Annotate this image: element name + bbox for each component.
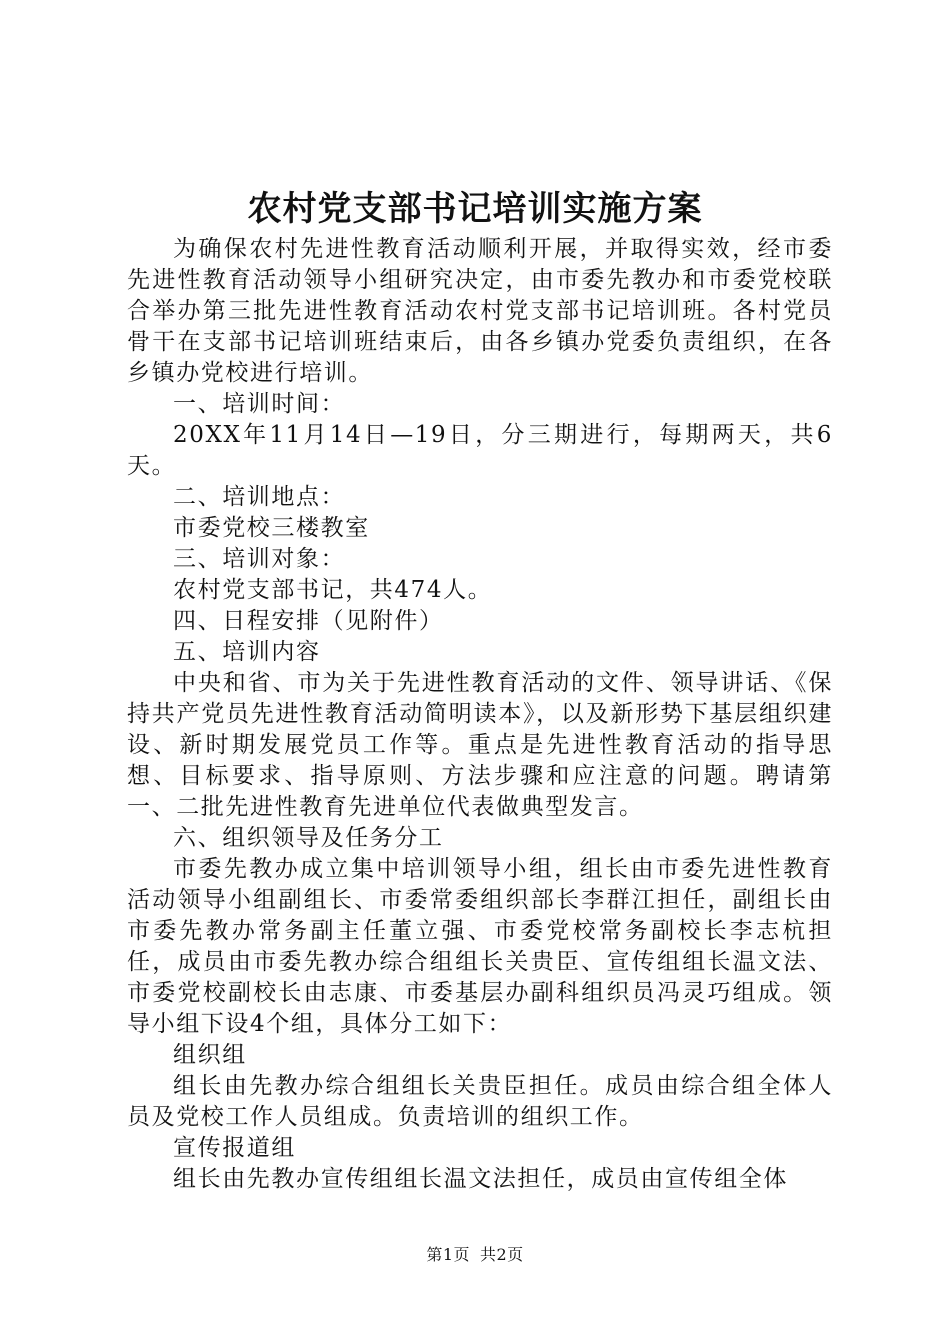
section-heading-organization: 六、组织领导及任务分工 — [173, 825, 444, 851]
page-footer — [0, 1244, 950, 1266]
section-heading-location: 二、培训地点： — [173, 484, 346, 510]
organization-paragraph: 市委先教办成立集中培训领导小组，组长由市委先进性教育活动领导小组副组长、市委常委组织部长李群江担任，副组长由市委先教办常务副主任董立强、市委党校常务副校长李志杭担任，成员由市委先教办综合组组长关贵臣、宣传组组长温文法、市委党校副校长由志康、市委基层办副科组织员冯灵巧组成。领导小组下设4个组，具体分工如下： — [127, 856, 833, 1037]
training-content-paragraph: 中央和省、市为关于先进性教育活动的文件、领导讲话、《保持共产党员先进性教育活动简明读本》，以及新形势下基层组织建设、新时期发展党员工作等。重点是先进性教育活动的指导思想、目标要求、指导原则、方法步骤和应注意的问题。聘请第一、二批先进性教育先进单位代表做典型发言。 — [127, 670, 833, 820]
intro-paragraph: 为确保农村先进性教育活动顺利开展，并取得实效，经市委先进性教育活动领导小组研究决定，由市委先教办和市委党校联合举办第三批先进性教育活动农村党支部书记培训班。各村党员骨干在支部书记培训班结束后，由各乡镇办党委负责组织，在各乡镇办党校进行培训。 — [127, 236, 833, 386]
document-title: 农村党支部书记培训实施方案 — [247, 189, 703, 229]
page-number: 第1页 — [426, 1245, 470, 1264]
page-total: 共2页 — [480, 1245, 524, 1264]
training-target-paragraph: 农村党支部书记，共474人。 — [173, 577, 493, 603]
training-location-paragraph: 市委党校三楼教室 — [173, 515, 370, 541]
subheading-organizing-group: 组织组 — [173, 1042, 247, 1068]
section-heading-time: 一、培训时间： — [173, 391, 346, 417]
section-heading-target: 三、培训对象： — [173, 546, 346, 572]
document-body — [127, 234, 833, 1195]
training-time-paragraph: 20XX年11月14日—19日，分三期进行，每期两天，共6天。 — [127, 422, 833, 479]
section-heading-schedule: 四、日程安排（见附件） — [173, 608, 444, 634]
organizing-group-paragraph: 组长由先教办综合组组长关贵臣担任。成员由综合组全体人员及党校工作人员组成。负责培训的组织工作。 — [127, 1073, 833, 1130]
publicity-group-paragraph: 组长由先教办宣传组组长温文法担任，成员由宣传组全体 — [173, 1166, 788, 1192]
section-heading-content: 五、培训内容 — [173, 639, 321, 665]
subheading-publicity-group: 宣传报道组 — [173, 1135, 296, 1161]
